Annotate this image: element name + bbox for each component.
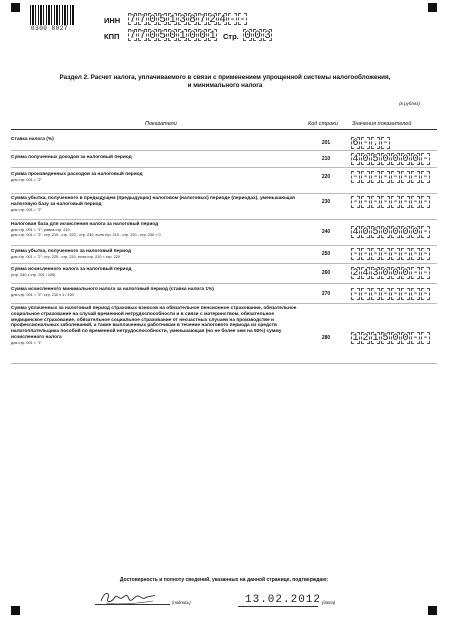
digit-cell: 0: [362, 154, 369, 165]
confirmation-text: Достоверность и полноту сведений, указанных на данной странице, подтверждаю:: [119, 577, 329, 583]
indicator-label: [11, 196, 301, 213]
barcode-icon: [30, 5, 75, 25]
indicator-label: [11, 287, 301, 298]
indicator-formula: для стр. 001 = "2": стр. 220 - стр. 210, если стр. 210 < стр. 220: [11, 254, 120, 259]
corner-marker: [11, 606, 20, 615]
section-subtitle: и минимального налога: [187, 82, 263, 89]
digit-cell: 0: [402, 227, 409, 238]
digit-cell: -: [402, 197, 409, 208]
kpp-field: [128, 29, 218, 41]
row-divider: [11, 245, 437, 246]
digit-cell: 1: [179, 30, 186, 42]
digit-cell: 2: [362, 333, 369, 344]
indicator-text: Сумма исчисленного налога за налоговый период: [11, 267, 132, 272]
digit-cell: 3: [372, 268, 379, 279]
digit-cell: -: [352, 197, 359, 208]
digit-cell: 5: [372, 154, 379, 165]
digit-cell: 0: [149, 30, 156, 42]
digit-cell: 0: [362, 227, 369, 238]
digit-cell: 1: [169, 14, 176, 26]
inn-field: [128, 13, 248, 25]
value-field: [351, 137, 391, 149]
digit-cell: 0: [392, 268, 399, 279]
indicator-label: [11, 222, 301, 238]
row-divider: [11, 363, 437, 364]
digit-cell: 5: [382, 333, 389, 344]
indicator-text: Налоговая база для исчисления налога за налоговый период: [11, 222, 159, 227]
digit-cell: -: [372, 249, 379, 260]
digit-cell: 0: [254, 30, 261, 42]
value-field: [351, 153, 431, 165]
line-code: 260: [321, 270, 331, 276]
digit-cell: -: [382, 289, 389, 300]
barcode-number: 0300 8027: [31, 25, 68, 32]
digit-cell: 5: [159, 14, 166, 26]
digit-cell: 2: [209, 14, 216, 26]
indicator-label: [11, 267, 301, 278]
digit-cell: 7: [129, 14, 136, 26]
digit-cell: -: [392, 249, 399, 260]
value-field: [351, 171, 431, 183]
digit-cell: 0: [382, 227, 389, 238]
digit-cell: -: [412, 289, 419, 300]
corner-marker: [11, 3, 20, 12]
digit-cell: 1: [372, 333, 379, 344]
digit-cell: -: [352, 249, 359, 260]
indicator-text: Сумма убытка, полученного за налоговый период: [11, 249, 131, 254]
digit-cell: 5: [372, 227, 379, 238]
value-field: [351, 248, 431, 260]
indicator-text: Ставка налога (%): [11, 137, 54, 142]
digit-cell: -: [412, 249, 419, 260]
digit-cell: -: [422, 268, 429, 279]
digit-cell: -: [422, 154, 429, 165]
digit-cell: 7: [139, 30, 146, 42]
digit-cell: -: [402, 289, 409, 300]
digit-cell: -: [382, 249, 389, 260]
digit-cell: -: [392, 172, 399, 183]
digit-cell: 4: [219, 14, 226, 26]
col-code-header: Код строки: [308, 121, 338, 127]
value-field: [351, 226, 431, 238]
digit-cell: 0: [199, 30, 206, 42]
signature-line: [95, 604, 170, 605]
digit-cell: -: [402, 249, 409, 260]
section-title: Раздел 2. Расчет налога, уплачиваемого в связи с применением упрощенной системы налогообложения,: [59, 74, 391, 81]
indicator-label: [11, 172, 301, 183]
digit-cell: -: [392, 289, 399, 300]
col-values-header: Значения показателей: [352, 121, 412, 127]
indicator-text: Сумма произведенных расходов за налоговый период: [11, 172, 143, 177]
units-note: (в рублях): [399, 101, 420, 106]
digit-cell: -: [229, 14, 236, 26]
digit-cell: -: [382, 197, 389, 208]
indicator-formula: для стр. 001 = "2": [11, 207, 42, 212]
line-code: 201: [321, 140, 331, 146]
indicator-text: Сумма исчисленного минимального налога за налоговый период (ставка налога 1%): [11, 287, 214, 292]
indicator-formula: для стр. 001 = "1": [11, 340, 42, 345]
indicator-formula: для стр. 001 = "2": [11, 177, 42, 182]
digit-cell: 0: [402, 333, 409, 344]
digit-cell: 4: [352, 227, 359, 238]
row-divider: [11, 150, 437, 151]
indicator-formula: для стр. 001 = "2": стр. 210 х 1 / 100: [11, 292, 74, 297]
digit-cell: -: [382, 172, 389, 183]
indicator-label: [11, 306, 301, 346]
digit-cell: 0: [244, 30, 251, 42]
line-code: 220: [321, 174, 331, 180]
date-line: [238, 606, 318, 607]
digit-cell: 7: [139, 14, 146, 26]
value-field: [351, 332, 431, 344]
digit-cell: 0: [149, 14, 156, 26]
digit-cell: -: [412, 172, 419, 183]
digit-cell: -: [362, 138, 369, 149]
digit-cell: 0: [412, 227, 419, 238]
digit-cell: -: [422, 172, 429, 183]
value-field: [351, 288, 431, 300]
digit-cell: 2: [352, 268, 359, 279]
digit-cell: 3: [264, 30, 271, 42]
digit-cell: 1: [352, 333, 359, 344]
digit-cell: -: [362, 249, 369, 260]
date-value: 13.02.2012: [245, 594, 322, 606]
line-code: 280: [321, 335, 331, 341]
digit-cell: -: [352, 289, 359, 300]
date-label: (дата): [322, 600, 336, 605]
digit-cell: -: [239, 14, 246, 26]
digit-cell: -: [422, 227, 429, 238]
indicator-text: Сумма уплаченных за налоговый период страховых взносов на обязательное пенсионное страхование, обязательное социальное страхование на случай временной нетрудоспособности и в связи с материнством, обязательное медицинское страхование, обязательное социальное страхование от несчастных случаев на производстве и профессиональных заболеваний, а также выплаченных работникам в течение налогового периода из средств налогоплательщика пособий по временной нетрудоспособности, уменьшающая (но не более чем на 50%) сумму исчисленного налога: [11, 306, 297, 340]
line-code: 210: [321, 156, 331, 162]
digit-cell: -: [372, 172, 379, 183]
corner-marker: [428, 606, 437, 615]
row-divider: [11, 303, 437, 304]
digit-cell: -: [392, 197, 399, 208]
page-label: Стр.: [223, 32, 239, 41]
digit-cell: 0: [189, 30, 196, 42]
indicator-text: Сумма полученных доходов за налоговый период: [11, 155, 132, 160]
digit-cell: -: [362, 289, 369, 300]
indicator-text: Сумма убытка, полученного в предыдущем (предыдущих) налоговом (налоговых) периоде (периодах), уменьшающая налоговую базу за налоговый период: [11, 196, 295, 207]
digit-cell: -: [372, 289, 379, 300]
digit-cell: 7: [199, 14, 206, 26]
header-divider: [11, 129, 437, 130]
row-divider: [11, 167, 437, 168]
line-code: 230: [321, 199, 331, 205]
page-number-field: [243, 29, 273, 41]
line-code: 240: [321, 229, 331, 235]
digit-cell: 0: [392, 333, 399, 344]
digit-cell: 0: [402, 268, 409, 279]
digit-cell: -: [362, 197, 369, 208]
signature-label: (подпись): [172, 600, 191, 605]
digit-cell: 0: [412, 154, 419, 165]
digit-cell: 7: [129, 30, 136, 42]
row-divider: [11, 283, 437, 284]
indicator-label: [11, 137, 301, 143]
digit-cell: -: [412, 268, 419, 279]
value-field: [351, 267, 431, 279]
line-code: 270: [321, 291, 331, 297]
digit-cell: -: [382, 138, 389, 149]
row-divider: [11, 263, 437, 264]
digit-cell: 5: [159, 30, 166, 42]
digit-cell: 1: [209, 30, 216, 42]
digit-cell: .: [372, 138, 379, 149]
digit-cell: -: [362, 172, 369, 183]
corner-marker: [428, 3, 437, 12]
row-divider: [11, 219, 437, 220]
row-divider: [11, 193, 437, 194]
indicator-formula: для стр. 001 = "1": равна стр. 210 для стр. 001 = "2": стр. 210 - стр. 220 - стр. 230, если стр. 210 - стр. 220 - стр. 230 > 0: [11, 227, 161, 237]
digit-cell: 0: [392, 154, 399, 165]
digit-cell: -: [402, 172, 409, 183]
digit-cell: 0: [382, 154, 389, 165]
digit-cell: -: [412, 197, 419, 208]
line-code: 250: [321, 251, 331, 257]
indicator-label: [11, 249, 301, 260]
digit-cell: 3: [179, 14, 186, 26]
digit-cell: -: [352, 172, 359, 183]
digit-cell: 0: [169, 30, 176, 42]
digit-cell: -: [372, 197, 379, 208]
digit-cell: 0: [402, 154, 409, 165]
digit-cell: 8: [189, 14, 196, 26]
digit-cell: -: [422, 197, 429, 208]
inn-label: ИНН: [104, 16, 121, 25]
col-indicators-header: Показатели: [145, 121, 177, 127]
digit-cell: 0: [382, 268, 389, 279]
digit-cell: 0: [392, 227, 399, 238]
digit-cell: 6: [352, 138, 359, 149]
digit-cell: 4: [352, 154, 359, 165]
kpp-label: КПП: [104, 32, 120, 41]
indicator-formula: (стр. 240 х стр. 201 / 100): [11, 272, 56, 277]
digit-cell: -: [412, 333, 419, 344]
digit-cell: 4: [362, 268, 369, 279]
digit-cell: -: [422, 249, 429, 260]
value-field: [351, 196, 431, 208]
indicator-label: [11, 155, 301, 161]
digit-cell: -: [422, 333, 429, 344]
digit-cell: -: [422, 289, 429, 300]
